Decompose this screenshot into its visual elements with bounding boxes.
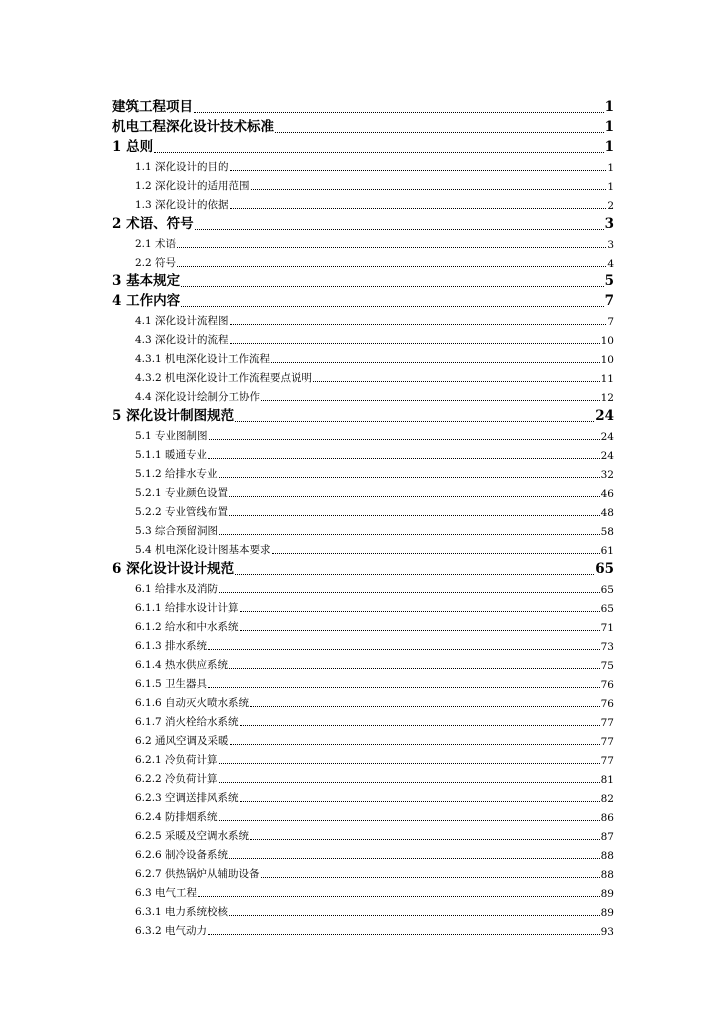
toc-entry-label: 5 深化设计制图规范 — [112, 408, 235, 425]
toc-entry-label: 2.1 术语 — [135, 237, 177, 250]
toc-sub-entry[interactable] — [135, 501, 614, 520]
toc-entry-label: 6.1.1 给排水设计计算 — [135, 602, 239, 615]
toc-page-number: 24 — [600, 431, 614, 444]
toc-entry-label: 3 基本规定 — [112, 273, 181, 290]
toc-sub-entry[interactable] — [135, 444, 614, 463]
toc-page-number: 12 — [600, 392, 614, 405]
toc-dot-leader — [219, 582, 600, 593]
toc-entry-label: 建筑工程项目 — [112, 98, 193, 115]
toc-dot-leader — [177, 256, 606, 267]
toc-dot-leader — [154, 142, 604, 153]
toc-dot-leader — [240, 620, 600, 631]
toc-dot-leader — [229, 905, 600, 916]
toc-heading-entry[interactable] — [112, 405, 614, 425]
toc-entry-label: 6.2.5 采暖及空调水系统 — [135, 830, 250, 843]
toc-page-number: 89 — [600, 888, 614, 901]
toc-sub-entry[interactable] — [135, 520, 614, 539]
toc-dot-leader — [271, 352, 600, 363]
toc-page-number: 24 — [600, 450, 614, 463]
toc-sub-entry[interactable] — [135, 425, 614, 444]
toc-dot-leader — [229, 505, 600, 516]
toc-entry-label: 5.2.1 专业颜色设置 — [135, 487, 229, 500]
toc-sub-entry[interactable] — [135, 578, 614, 597]
toc-entry-label: 6.1.2 给水和中水系统 — [135, 621, 239, 634]
toc-page-number: 89 — [600, 907, 614, 920]
toc-dot-leader — [219, 810, 600, 821]
toc-page-number: 2 — [607, 199, 614, 212]
toc-sub-entry[interactable] — [135, 920, 614, 939]
toc-page-number: 5 — [604, 273, 614, 290]
toc-entry-label: 4.1 深化设计流程图 — [135, 315, 229, 328]
toc-page-number: 77 — [600, 755, 614, 768]
toc-entry-label: 1 总则 — [112, 138, 154, 155]
toc-sub-entry[interactable] — [135, 844, 614, 863]
toc-heading-entry[interactable] — [112, 116, 614, 136]
toc-sub-entry[interactable] — [135, 749, 614, 768]
toc-entry-label: 5.3 综合预留洞图 — [135, 525, 219, 538]
toc-dot-leader — [261, 390, 600, 401]
toc-entry-label: 4 工作内容 — [112, 293, 181, 310]
toc-dot-leader — [275, 122, 604, 133]
toc-sub-entry[interactable] — [135, 635, 614, 654]
toc-dot-leader — [250, 829, 600, 840]
toc-dot-leader — [229, 848, 600, 859]
toc-page-number: 88 — [600, 850, 614, 863]
toc-sub-entry[interactable] — [135, 673, 614, 692]
toc-entry-label: 5.1 专业图制图 — [135, 430, 208, 443]
toc-sub-entry[interactable] — [135, 252, 614, 271]
toc-entry-label: 6.1.6 自动灭火喷水系统 — [135, 697, 250, 710]
toc-sub-entry[interactable] — [135, 348, 614, 367]
toc-page-number: 61 — [600, 545, 614, 558]
toc-entry-label: 1.1 深化设计的目的 — [135, 160, 229, 173]
toc-sub-entry[interactable] — [135, 329, 614, 348]
toc-dot-leader — [208, 924, 600, 935]
toc-entry-label: 4.3.2 机电深化设计工作流程要点说明 — [135, 372, 313, 385]
toc-sub-entry[interactable] — [135, 482, 614, 501]
toc-heading-entry[interactable] — [112, 290, 614, 310]
toc-dot-leader — [235, 411, 594, 422]
toc-dot-leader — [235, 564, 594, 575]
toc-sub-entry[interactable] — [135, 310, 614, 329]
toc-dot-leader — [230, 314, 607, 325]
toc-sub-entry[interactable] — [135, 539, 614, 558]
toc-page-number: 65 — [600, 584, 614, 597]
toc-page-number: 7 — [607, 316, 614, 329]
toc-dot-leader — [230, 198, 607, 209]
toc-entry-label: 6.3.2 电气动力 — [135, 925, 208, 938]
toc-dot-leader — [230, 734, 600, 745]
toc-page-number: 82 — [600, 793, 614, 806]
toc-dot-leader — [181, 296, 604, 307]
toc-dot-leader — [230, 160, 607, 171]
toc-sub-entry[interactable] — [135, 711, 614, 730]
toc-entry-label: 2.2 符号 — [135, 256, 177, 269]
toc-page-number: 24 — [595, 408, 614, 425]
toc-entry-label: 6.1.5 卫生器具 — [135, 678, 208, 691]
toc-dot-leader — [177, 237, 606, 248]
toc-dot-leader — [230, 333, 600, 344]
toc-page-number: 88 — [600, 869, 614, 882]
toc-sub-entry[interactable] — [135, 194, 614, 213]
toc-page-number: 1 — [604, 138, 614, 155]
toc-page-number: 1 — [607, 161, 614, 174]
table-of-contents — [0, 96, 724, 939]
toc-page-number: 87 — [600, 831, 614, 844]
toc-page-number: 1 — [607, 180, 614, 193]
toc-dot-leader — [261, 867, 600, 878]
toc-dot-leader — [272, 543, 600, 554]
toc-entry-label: 4.3.1 机电深化设计工作流程 — [135, 353, 271, 366]
toc-entry-label: 6.2.3 空调送排风系统 — [135, 792, 239, 805]
toc-entry-label: 4.3 深化设计的流程 — [135, 334, 229, 347]
toc-sub-entry[interactable] — [135, 175, 614, 194]
toc-dot-leader — [209, 429, 600, 440]
toc-page-number: 73 — [600, 641, 614, 654]
toc-entry-label: 6.1.4 热水供应系统 — [135, 659, 229, 672]
toc-dot-leader — [251, 179, 607, 190]
toc-dot-leader — [250, 696, 600, 707]
toc-entry-label: 6.1.7 消火栓给水系统 — [135, 716, 239, 729]
toc-sub-entry[interactable] — [135, 768, 614, 787]
toc-sub-entry[interactable] — [135, 692, 614, 711]
toc-page-number: 1 — [604, 98, 614, 115]
toc-sub-entry[interactable] — [135, 863, 614, 882]
toc-page-number: 46 — [600, 488, 614, 501]
toc-entry-label: 6 深化设计设计规范 — [112, 561, 235, 578]
toc-sub-entry[interactable] — [135, 730, 614, 749]
toc-entry-label: 6.2.2 冷负荷计算 — [135, 773, 218, 786]
toc-entry-label: 5.4 机电深化设计图基本要求 — [135, 544, 271, 557]
toc-entry-label: 6.2.4 防排烟系统 — [135, 811, 218, 824]
toc-entry-label: 6.2 通风空调及采暖 — [135, 735, 229, 748]
toc-page-number: 76 — [600, 698, 614, 711]
toc-entry-label: 5.2.2 专业管线布置 — [135, 506, 229, 519]
toc-heading-entry[interactable] — [112, 136, 614, 156]
toc-page-number: 1 — [604, 118, 614, 135]
toc-heading-entry[interactable] — [112, 213, 614, 233]
toc-page-number: 4 — [607, 257, 614, 270]
toc-dot-leader — [219, 753, 600, 764]
toc-dot-leader — [208, 639, 600, 650]
toc-heading-entry[interactable] — [112, 558, 614, 578]
toc-sub-entry[interactable] — [135, 233, 614, 252]
toc-entry-label: 6.2.7 供热锅炉从辅助设备 — [135, 868, 260, 881]
toc-page-number: 81 — [600, 774, 614, 787]
toc-entry-label: 6.2.6 制冷设备系统 — [135, 849, 229, 862]
toc-sub-entry[interactable] — [135, 367, 614, 386]
toc-dot-leader — [219, 524, 600, 535]
toc-sub-entry[interactable] — [135, 806, 614, 825]
toc-entry-label: 6.1 给排水及消防 — [135, 583, 219, 596]
toc-heading-entry[interactable] — [112, 96, 614, 116]
toc-dot-leader — [240, 791, 600, 802]
toc-entry-label: 1.3 深化设计的依据 — [135, 198, 229, 211]
toc-dot-leader — [219, 772, 600, 783]
toc-heading-entry[interactable] — [112, 271, 614, 291]
toc-sub-entry[interactable] — [135, 882, 614, 901]
toc-page-number: 65 — [600, 603, 614, 616]
toc-entry-label: 6.3 电气工程 — [135, 887, 198, 900]
toc-dot-leader — [208, 448, 600, 459]
toc-sub-entry[interactable] — [135, 901, 614, 920]
toc-page-number: 7 — [604, 293, 614, 310]
toc-page-number: 3 — [604, 215, 614, 232]
toc-sub-entry[interactable] — [135, 597, 614, 616]
toc-dot-leader — [181, 276, 604, 287]
toc-dot-leader — [198, 886, 600, 897]
toc-page-number: 10 — [600, 354, 614, 367]
toc-page-number: 77 — [600, 717, 614, 730]
toc-page-number: 71 — [600, 622, 614, 635]
toc-page-number: 65 — [595, 561, 614, 578]
toc-dot-leader — [240, 715, 600, 726]
toc-dot-leader — [313, 371, 600, 382]
toc-sub-entry[interactable] — [135, 156, 614, 175]
toc-page-number: 11 — [600, 373, 614, 386]
toc-entry-label: 4.4 深化设计绘制分工协作 — [135, 391, 261, 404]
toc-dot-leader — [194, 102, 604, 113]
toc-sub-entry[interactable] — [135, 787, 614, 806]
toc-dot-leader — [208, 677, 600, 688]
toc-page-number: 58 — [600, 526, 614, 539]
toc-dot-leader — [240, 601, 600, 612]
toc-dot-leader — [229, 658, 600, 669]
toc-entry-label: 5.1.2 给排水专业 — [135, 468, 218, 481]
toc-sub-entry[interactable] — [135, 463, 614, 482]
toc-page-number: 48 — [600, 507, 614, 520]
toc-page-number: 93 — [600, 926, 614, 939]
toc-page-number: 3 — [607, 238, 614, 251]
toc-page-number: 86 — [600, 812, 614, 825]
toc-entry-label: 6.3.1 电力系统校核 — [135, 906, 229, 919]
toc-sub-entry[interactable] — [135, 616, 614, 635]
toc-page-number: 76 — [600, 679, 614, 692]
toc-entry-label: 6.1.3 排水系统 — [135, 640, 208, 653]
toc-sub-entry[interactable] — [135, 386, 614, 405]
toc-entry-label: 1.2 深化设计的适用范围 — [135, 179, 250, 192]
toc-sub-entry[interactable] — [135, 825, 614, 844]
toc-page-number: 10 — [600, 335, 614, 348]
toc-sub-entry[interactable] — [135, 654, 614, 673]
toc-page-number: 32 — [600, 469, 614, 482]
toc-dot-leader — [219, 467, 600, 478]
toc-dot-leader — [229, 486, 600, 497]
toc-dot-leader — [195, 219, 604, 230]
toc-entry-label: 2 术语、符号 — [112, 215, 194, 232]
toc-entry-label: 机电工程深化设计技术标准 — [112, 118, 274, 135]
toc-entry-label: 5.1.1 暖通专业 — [135, 449, 208, 462]
toc-entry-label: 6.2.1 冷负荷计算 — [135, 754, 218, 767]
toc-page-number: 77 — [600, 736, 614, 749]
toc-page-number: 75 — [600, 660, 614, 673]
